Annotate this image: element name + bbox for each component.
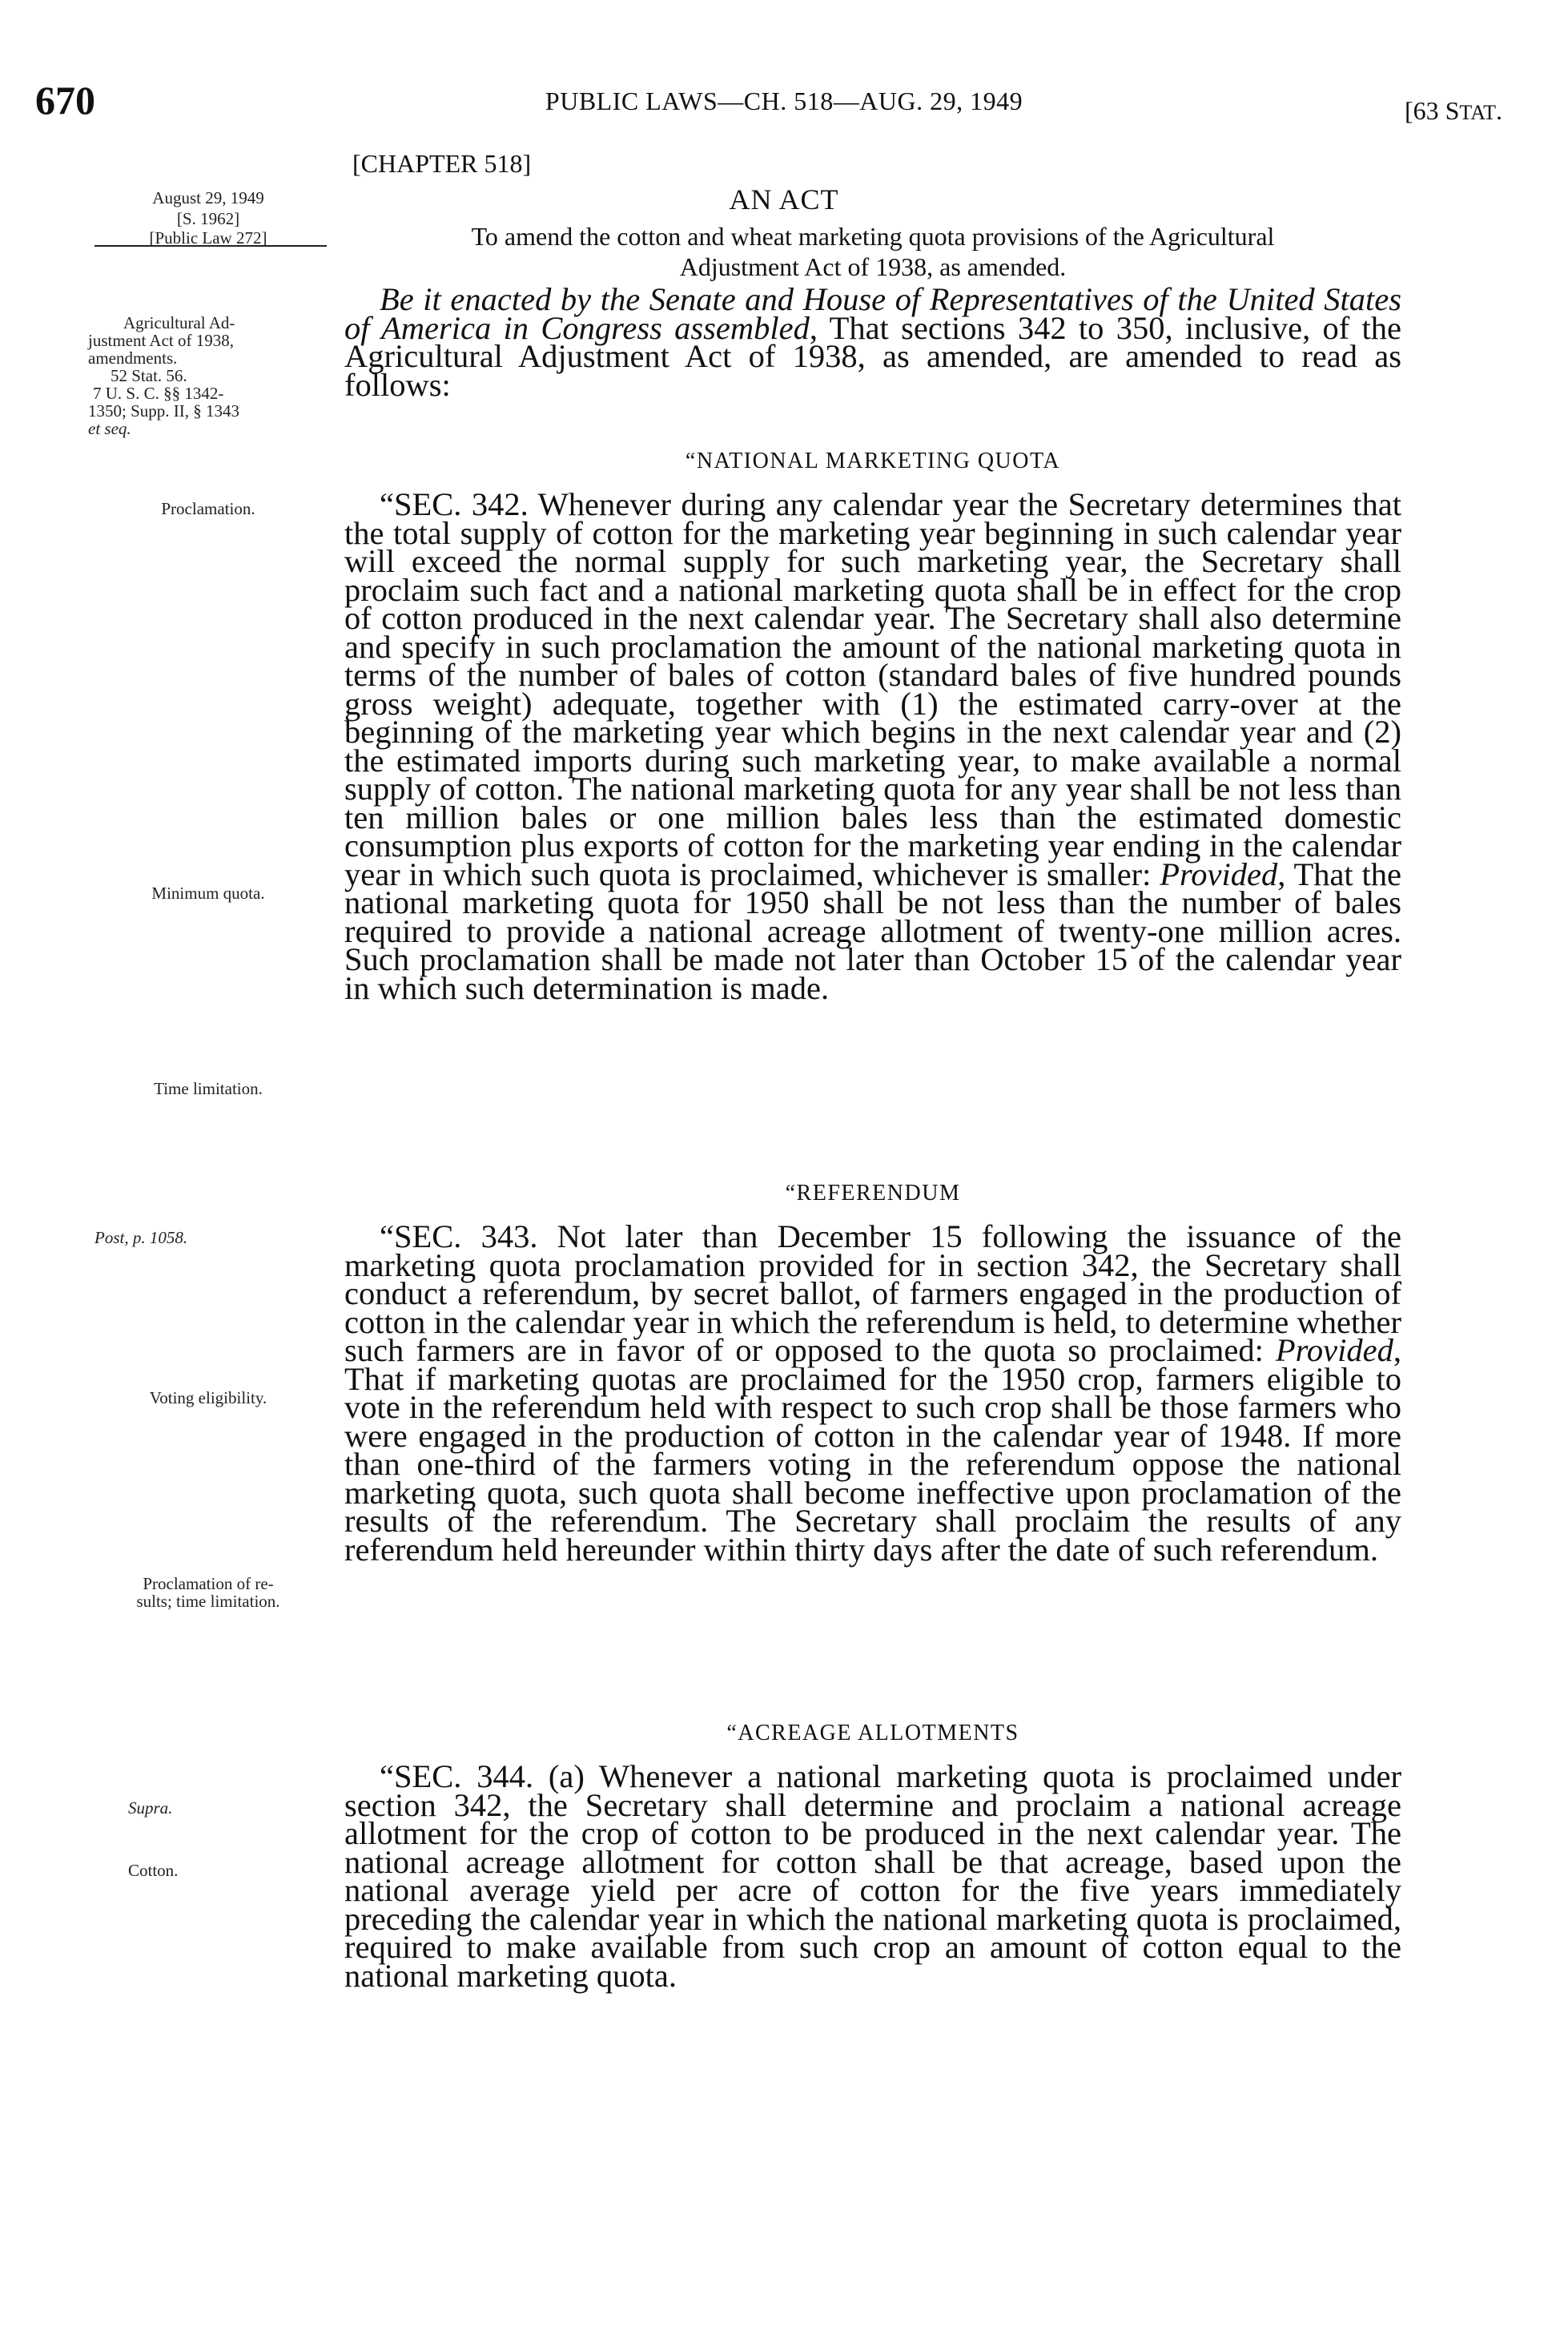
margin-senate-bill: [S. 1962] [176, 209, 240, 228]
enacting-clause-italic: Be it enacted by the Senate and House of Representatives of the United States of America in Congress assembled [344, 281, 1401, 346]
margin-cotton: Cotton. [128, 1861, 179, 1880]
act-title-line1: To amend the cotton and wheat marketing quota provisions of the Agricultural [471, 222, 1275, 251]
statute-open: [63 S [1404, 96, 1460, 125]
margin-voting-eligibility: Voting eligibility. [149, 1388, 267, 1407]
heading-acreage-allotments: “ACREAGE ALLOTMENTS [726, 1721, 1019, 1745]
margin-proc-results-line1: Proclamation of re- [143, 1574, 274, 1593]
margin-agri-line3: amendments. [88, 348, 178, 368]
chapter-label: [CHAPTER 518] [352, 149, 532, 178]
section-343-text1: “SEC. 343. Not later than December 15 following the issuance of the marketing quota proclamation provided for in section 342, the Secretary shall conduct a referendum, by secret ballot, of farmers engaged in the production of cotton in the calendar year in which the referendum is held, to determine whether such farmers are in favor of or opposed to the quota so proclaimed: [344, 1218, 1401, 1368]
margin-proc-results-line2: sults; time limitation. [136, 1592, 280, 1611]
margin-agri-line7: et seq. [88, 419, 131, 438]
section-342-proviso: Provided [1160, 855, 1278, 892]
margin-proclamation: Proclamation. [161, 499, 255, 518]
margin-proclamation-results [88, 1575, 328, 1610]
margin-agri-line1: Agricultural Ad- [123, 313, 235, 332]
margin-agri-line5: 7 U. S. C. §§ 1342- [93, 384, 224, 403]
margin-public-law: [Public Law 272] [149, 228, 267, 248]
act-title [344, 221, 1401, 282]
section-343-proviso: Provided [1275, 1332, 1393, 1368]
statute-smallcaps: TAT [1459, 101, 1496, 124]
act-title-line2: Adjustment Act of 1938, as amended. [679, 252, 1067, 281]
margin-agri-line4: 52 Stat. 56. [111, 366, 187, 385]
running-title: PUBLIC LAWS—CH. 518—AUG. 29, 1949 [545, 87, 1023, 115]
margin-minimum-quota: Minimum quota. [151, 884, 265, 903]
enacting-clause [344, 281, 1401, 403]
section-342-text1: “SEC. 342. Whenever during any calendar year the Secretary determines that the total supply of cotton for the marketing year beginning in such calendar year will exceed the normal supply for such marketing year, the Secretary shall proclaim such fact and a national marketing quota shall be in effect for the crop of cotton produced in the next calendar year. The Secretary shall also determine and specify in such proclamation the amount of the national marketing quota in terms of the number of bales of cotton (standard bales of five hundred pounds gross weight) adequate, together with (1) the estimated carry-over at the beginning of the marketing year which begins in the next calendar year and (2) the estimated imports during such marketing year, to make available a normal supply of cotton. The national marketing quota for any year shall be not less than ten million bales or one million bales less than the estimated domestic consumption plus exports of cotton for the marketing year ending in the calendar year in which such quota is proclaimed, whichever is smaller: [344, 486, 1401, 892]
section-343 [344, 1218, 1401, 1568]
section-342 [344, 486, 1401, 1006]
margin-supra: Supra. [128, 1798, 173, 1818]
enacting-clause-rest: , That sections 342 to 350, inclusive, of the Agricultural Adjustment Act of 1938, as amended, are amended to read as follows: [344, 309, 1401, 403]
margin-post-reference: Post, p. 1058. [94, 1228, 188, 1247]
heading-national-marketing-quota: “NATIONAL MARKETING QUOTA [685, 449, 1061, 473]
section-342-text2: , That the national marketing quota for 1950 shall be not less than the number of bales required to provide a national acreage allotment of twenty-one million acres. Such proclamation shall be made not later than October 15 of the calendar year in which such determination is made. [344, 855, 1401, 1006]
margin-agri-line6: 1350; Supp. II, § 1343 [88, 401, 239, 421]
margin-agri-line2: justment Act of 1938, [88, 331, 234, 350]
section-344-text1: “SEC. 344. (a) Whenever a national marketing quota is proclaimed under section 342, the Secretary shall determine and proclaim a national acreage allotment for the crop of cotton to be produced in the next calendar year. The national acreage allotment for cotton shall be that acreage, based upon the national average yield per acre of cotton for the five years immediately preceding the calendar year in which the national marketing quota is proclaimed, required to make available from such crop an amount of cotton equal to the national marketing quota. [344, 1758, 1401, 1994]
margin-date: August 29, 1949 [152, 188, 264, 207]
section-344 [344, 1758, 1401, 1994]
margin-agricultural-note [88, 314, 328, 437]
page-number: 670 [35, 78, 95, 123]
statute-reference [1405, 96, 1502, 126]
heading-referendum: “REFERENDUM [785, 1181, 961, 1206]
an-act-heading: AN ACT [729, 183, 839, 215]
statute-close: . [1496, 96, 1502, 125]
section-343-text2: , That if marketing quotas are proclaimed for the 1950 crop, farmers eligible to vote in the referendum held with respect to such crop shall be those farmers who were engaged in the production of cotton in the calendar year of 1948. If more than one-third of the farmers voting in the referendum oppose the national marketing quota, such quota shall become ineffective upon proclamation of the results of the referendum. The Secretary shall proclaim the results of any referendum held hereunder within thirty days after the date of such referendum. [344, 1332, 1401, 1568]
margin-time-limitation: Time limitation. [154, 1079, 263, 1098]
